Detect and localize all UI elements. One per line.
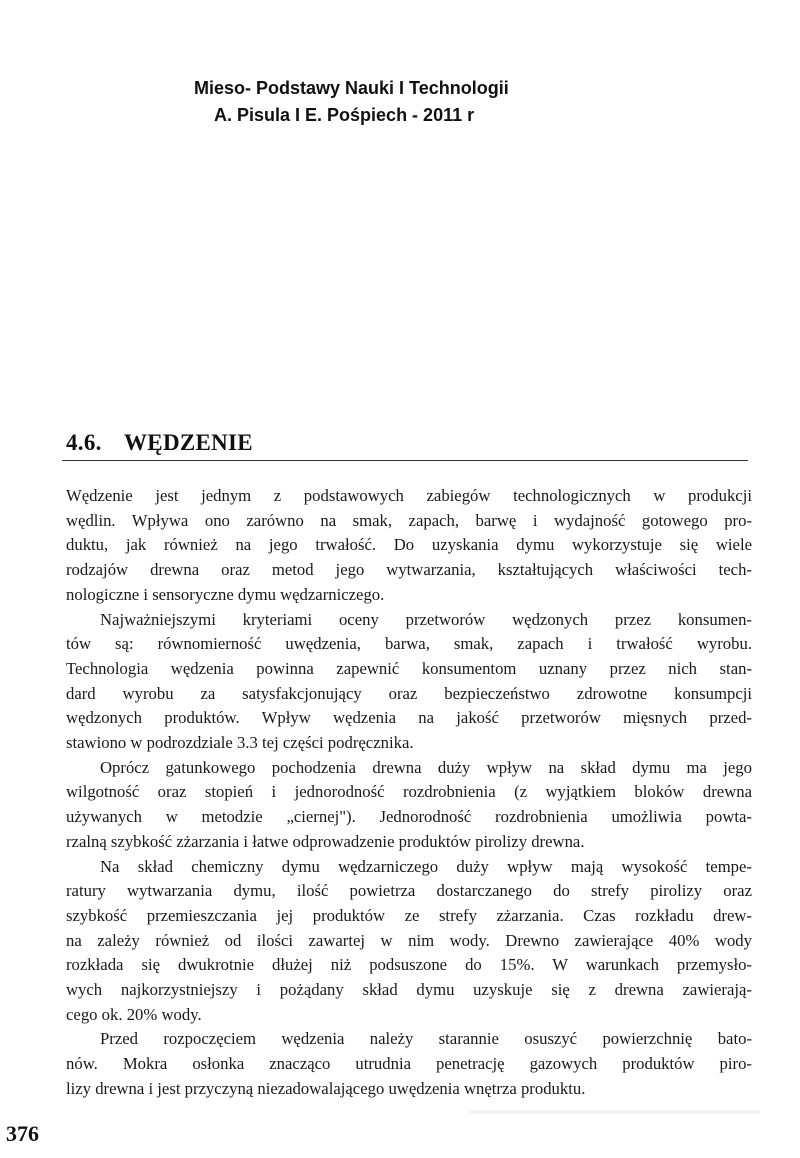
paragraph (66, 608, 752, 756)
text-line: Oprócz gatunkowego pochodzenia drewna duży wpływ na skład dymu ma jego (100, 757, 752, 777)
text-line: rozkłada się dwukrotnie dłużej niż podsuszone do 15%. W warunkach przemysło- (66, 955, 752, 975)
body-text (66, 484, 752, 1102)
header-book-title: Mieso- Podstawy Nauki I Technologii (194, 78, 509, 98)
watermark (470, 1068, 770, 1142)
text-line: Najważniejszymi kryteriami oceny przetworów wędzonych przez konsumen- (100, 609, 752, 629)
text-line: duktu, jak również na jego trwałość. Do uzyskania dymu wykorzystuje się wiele (66, 535, 752, 555)
text-line: nów. Mokra osłonka znacząco utrudnia penetrację gazowych produktów piro- (66, 1054, 752, 1074)
page-number: 376 (6, 1121, 39, 1146)
header-authors-year: A. Pisula I E. Pośpiech - 2011 r (214, 105, 475, 125)
text-line: dard wyrobu za satysfakcjonujący oraz bezpieczeństwo zdrowotne konsumpcji (66, 683, 752, 703)
text-line: cego ok. 20% wody. (66, 1004, 202, 1024)
section-divider (62, 460, 748, 461)
text-line: szybkość przemieszczania jej produktów ze strefy zżarzania. Czas rozkładu drew- (66, 905, 752, 925)
paragraph (66, 855, 752, 1028)
text-line: Technologia wędzenia powinna zapewnić konsumentom uznany przez nich stan- (66, 658, 752, 678)
text-line: wędzonych produktów. Wpływ wędzenia na jakość przetworów mięsnych przed- (66, 708, 752, 728)
text-line: używanych w metodzie „ciernej"). Jednorodność rozdrobnienia umożliwia powta- (66, 807, 752, 827)
text-line: ratury wytwarzania dymu, ilość powietrza dostarczanego do strefy pirolizy oraz (66, 881, 752, 901)
text-line: Wędzenie jest jednym z podstawowych zabiegów technologicznych w produkcji (66, 486, 752, 505)
text-line: rzalną szybkość zżarzania i łatwe odprowadzenie produktów pirolizy drewna. (66, 831, 585, 851)
section-title: WĘDZENIE (124, 430, 253, 455)
text-line: stawiono w podrozdziale 3.3 tej części podręcznika. (66, 733, 414, 753)
paragraph (66, 756, 752, 855)
paragraph (66, 484, 752, 608)
watermark-mark (470, 1068, 770, 1128)
text-line: wędlin. Wpływa ono zarówno na smak, zapach, barwę i wydajność gotowego pro- (66, 510, 752, 530)
text-line: lizy drewna i jest przyczyną niezadowalającego uwędzenia wnętrza produktu. (66, 1078, 586, 1098)
text-line: Przed rozpoczęciem wędzenia należy starannie osuszyć powierzchnię bato- (100, 1029, 752, 1049)
text-line: Na skład chemiczny dymu wędzarniczego duży wpływ mają wysokość tempe- (100, 856, 752, 876)
section-heading (66, 430, 253, 456)
text-line: tów są: równomierność uwędzenia, barwa, smak, zapach i trwałość wyrobu. (66, 634, 752, 654)
text-line: wilgotność oraz stopień i jednorodność rozdrobnienia (z wyjątkiem bloków drewna (66, 782, 752, 802)
section-number: 4.6. (66, 430, 102, 455)
text-line: na zależy również od ilości zawartej w nim wody. Drewno zawierające 40% wody (66, 930, 752, 950)
text-line: rodzajów drewna oraz metod jego wytwarzania, kształtujących właściwości tech- (66, 560, 752, 580)
text-line: nologiczne i sensoryczne dymu wędzarniczego. (66, 584, 385, 604)
text-line: wych najkorzystniejszy i pożądany skład dymu uzyskuje się z drewna zawierają- (66, 980, 752, 1000)
